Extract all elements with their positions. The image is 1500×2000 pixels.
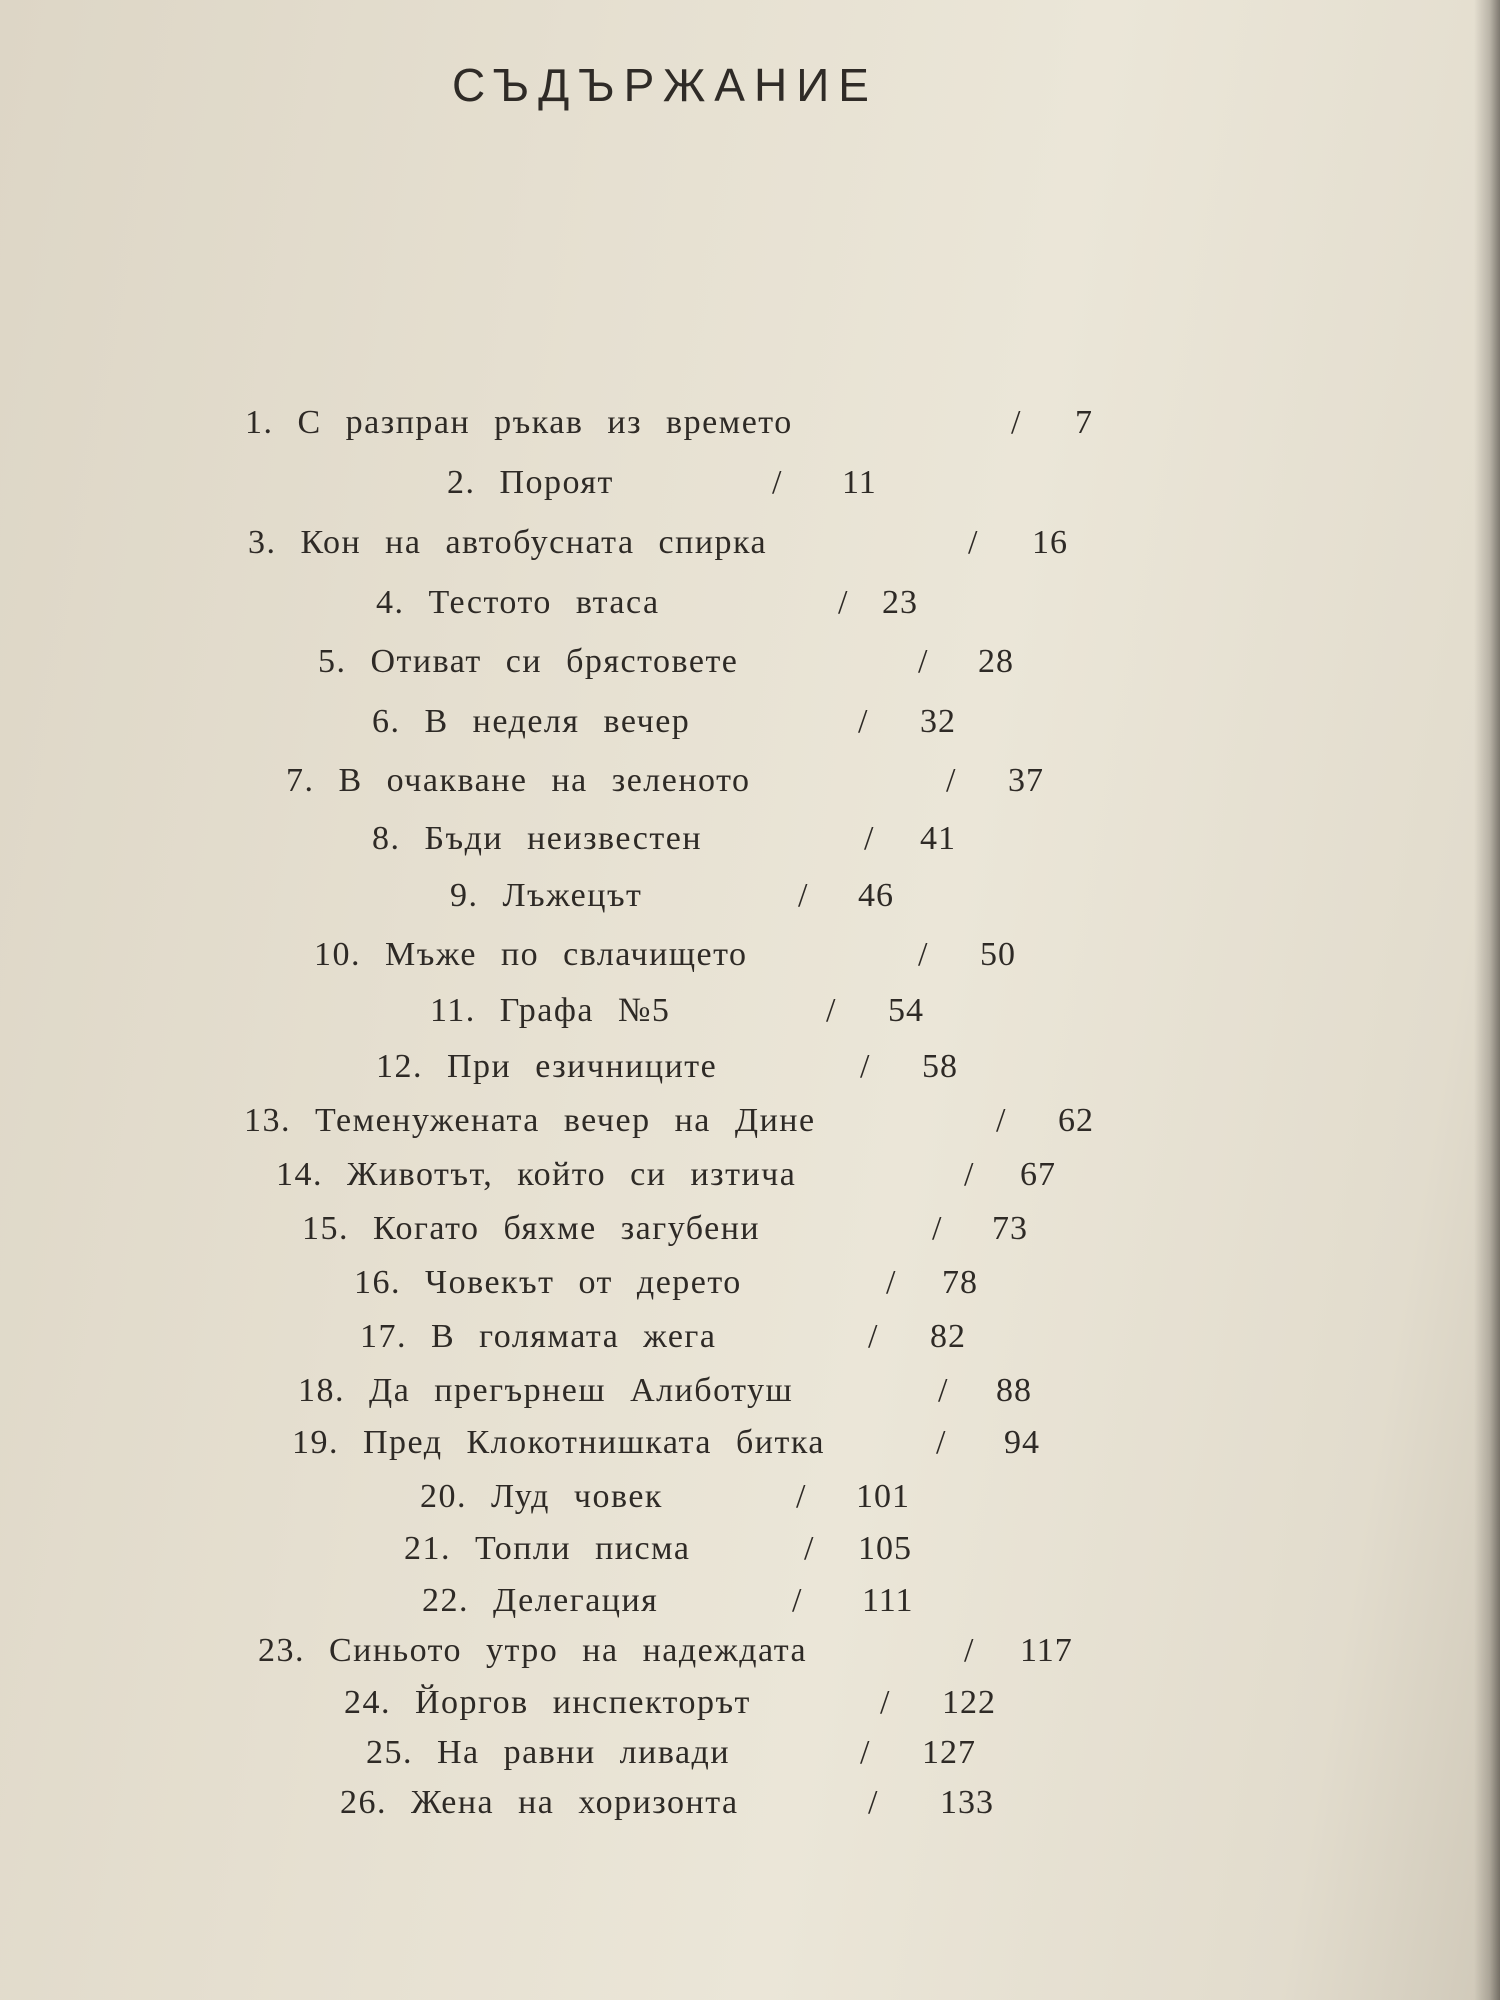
entry-page-number: 37 xyxy=(1008,762,1044,799)
entry-title: 24. Йоргов инспекторът xyxy=(344,1684,751,1721)
entry-page-number: 117 xyxy=(1020,1632,1073,1669)
entry-title: 6. В неделя вечер xyxy=(372,703,691,740)
entry-title: 26. Жена на хоризонта xyxy=(340,1784,739,1821)
entry-page-number: 46 xyxy=(858,877,894,914)
page-edge-shadow xyxy=(1474,0,1500,2000)
entry-page-number: 28 xyxy=(978,643,1014,680)
entry-separator: / xyxy=(880,1684,890,1721)
entry-page-number: 23 xyxy=(882,584,918,621)
entry-title: 16. Човекът от дерето xyxy=(354,1264,742,1301)
entry-page-number: 41 xyxy=(920,820,956,857)
entry-separator: / xyxy=(932,1210,942,1247)
entry-page-number: 78 xyxy=(942,1264,978,1301)
entry-page-number: 127 xyxy=(922,1734,976,1771)
entry-separator: / xyxy=(838,584,848,621)
entry-page-number: 133 xyxy=(940,1784,994,1821)
entry-separator: / xyxy=(868,1318,878,1355)
entry-page-number: 105 xyxy=(858,1530,912,1567)
page-heading: СЪДЪРЖАНИЕ xyxy=(452,59,878,111)
entry-separator: / xyxy=(938,1372,948,1409)
entry-title: 20. Луд човек xyxy=(420,1478,663,1515)
entry-page-number: 7 xyxy=(1075,404,1093,441)
entry-title: 5. Отиват си брястовете xyxy=(318,643,739,680)
entry-separator: / xyxy=(864,820,874,857)
entry-separator: / xyxy=(946,762,956,799)
entry-title: 12. При езичниците xyxy=(376,1048,718,1085)
entry-separator: / xyxy=(886,1264,896,1301)
entry-title: 2. Пороят xyxy=(447,464,614,501)
entry-page-number: 11 xyxy=(842,464,877,501)
entry-separator: / xyxy=(860,1734,870,1771)
entry-separator: / xyxy=(858,703,868,740)
entry-page-number: 67 xyxy=(1020,1156,1056,1193)
entry-separator: / xyxy=(772,464,782,501)
entry-page-number: 73 xyxy=(992,1210,1028,1247)
entry-separator: / xyxy=(964,1632,974,1669)
entry-page-number: 101 xyxy=(856,1478,910,1515)
entry-title: 23. Синьото утро на надеждата xyxy=(258,1632,808,1669)
entry-title: 7. В очакване на зеленото xyxy=(286,762,751,799)
entry-page-number: 54 xyxy=(888,992,924,1029)
entry-page-number: 32 xyxy=(920,703,956,740)
entry-separator: / xyxy=(826,992,836,1029)
entry-title: 10. Мъже по свлачището xyxy=(314,936,748,973)
entry-title: 18. Да прегърнеш Алиботуш xyxy=(298,1372,794,1409)
entry-title: 19. Пред Клокотнишката битка xyxy=(292,1424,825,1461)
entry-page-number: 122 xyxy=(942,1684,996,1721)
entry-separator: / xyxy=(1011,404,1021,441)
entry-separator: / xyxy=(964,1156,974,1193)
entry-title: 4. Тестото втаса xyxy=(376,584,660,621)
entry-title: 14. Животът, който си изтича xyxy=(276,1156,797,1193)
entry-title: 13. Теменужената вечер на Дине xyxy=(244,1102,816,1139)
entry-page-number: 62 xyxy=(1058,1102,1094,1139)
entry-separator: / xyxy=(792,1582,802,1619)
entry-page-number: 88 xyxy=(996,1372,1032,1409)
entry-separator: / xyxy=(796,1478,806,1515)
entry-page-number: 82 xyxy=(930,1318,966,1355)
entry-title: 25. На равни ливади xyxy=(366,1734,731,1771)
entry-separator: / xyxy=(798,877,808,914)
entry-separator: / xyxy=(996,1102,1006,1139)
entry-title: 17. В голямата жега xyxy=(360,1318,717,1355)
entry-title: 22. Делегация xyxy=(422,1582,659,1619)
entry-title: 1. С разпран ръкав из времето xyxy=(245,404,793,441)
entry-title: 3. Кон на автобусната спирка xyxy=(248,524,768,561)
entry-page-number: 16 xyxy=(1032,524,1068,561)
entry-separator: / xyxy=(918,643,928,680)
entry-title: 15. Когато бяхме загубени xyxy=(302,1210,761,1247)
entry-separator: / xyxy=(936,1424,946,1461)
entry-title: 9. Лъжецът xyxy=(450,877,643,914)
entry-page-number: 94 xyxy=(1004,1424,1040,1461)
entry-page-number: 58 xyxy=(922,1048,958,1085)
entry-page-number: 111 xyxy=(862,1582,914,1619)
entry-separator: / xyxy=(868,1784,878,1821)
entry-separator: / xyxy=(804,1530,814,1567)
entry-title: 21. Топли писма xyxy=(404,1530,691,1567)
entry-separator: / xyxy=(968,524,978,561)
entry-page-number: 50 xyxy=(980,936,1016,973)
entry-separator: / xyxy=(918,936,928,973)
entry-separator: / xyxy=(860,1048,870,1085)
entry-title: 11. Графа №5 xyxy=(430,992,671,1029)
entry-title: 8. Бъди неизвестен xyxy=(372,820,703,857)
